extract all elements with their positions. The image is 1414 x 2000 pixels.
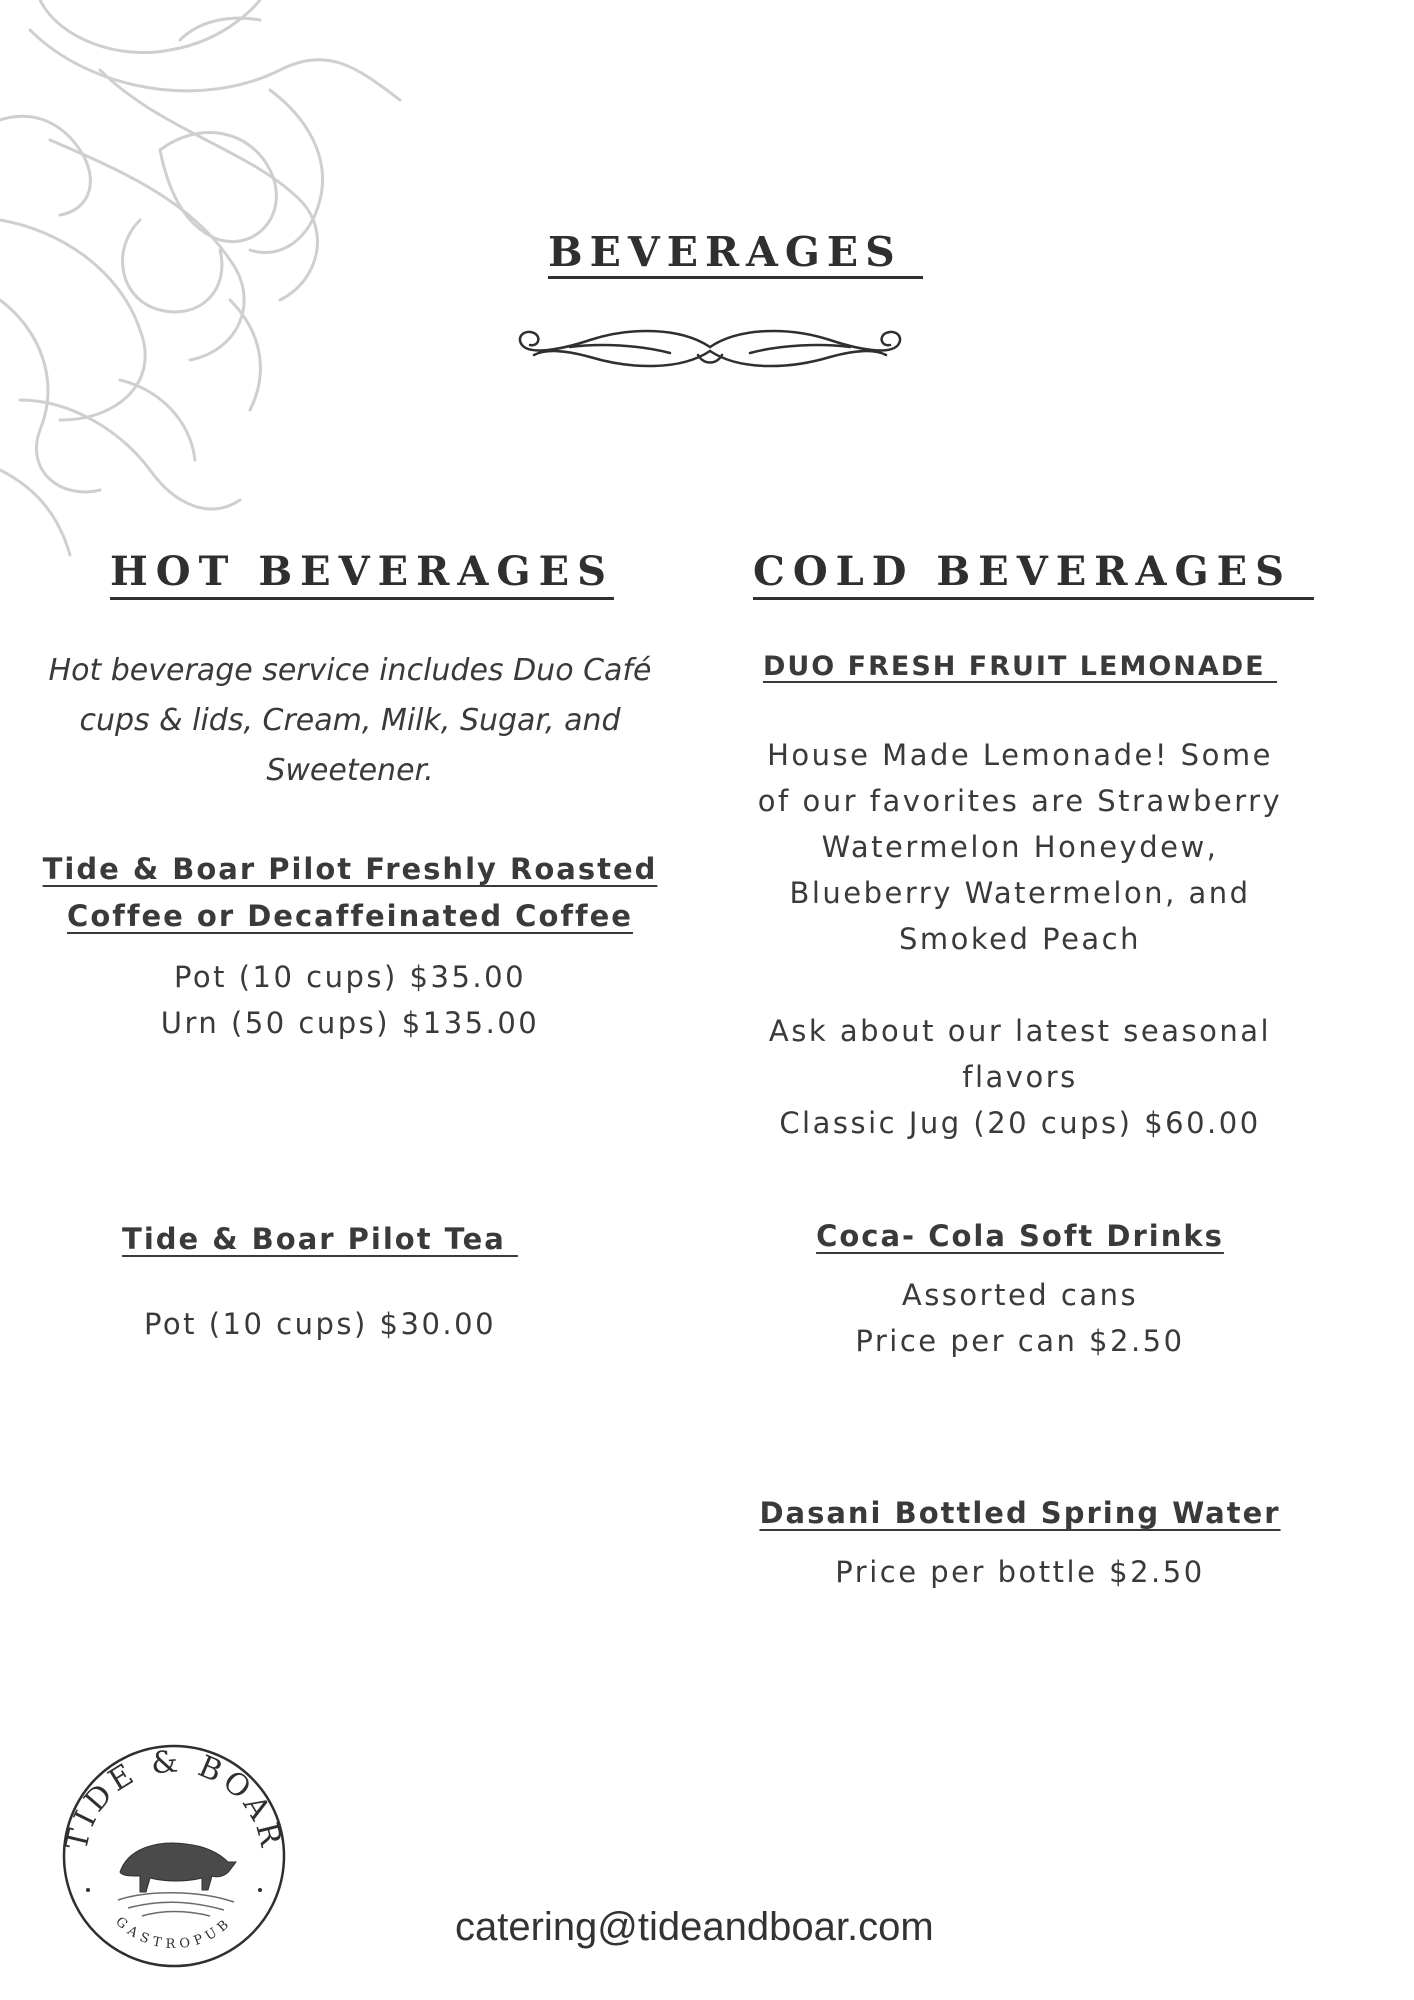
tide-and-boar-logo-icon	[58, 1740, 290, 1972]
lemonade-extra-line: Ask about our latest seasonal	[768, 1014, 1272, 1048]
lemonade-item	[720, 643, 1320, 1146]
lemonade-desc-line: Watermelon Honeydew,	[821, 830, 1219, 864]
soda-item	[720, 1213, 1320, 1364]
coffee-item	[20, 846, 680, 1046]
catering-email: catering@tideandboar.com	[455, 1905, 934, 1949]
lemonade-title: DUO FRESH FRUIT LEMONADE	[762, 651, 1278, 682]
lemonade-desc-line: House Made Lemonade! Some	[767, 738, 1273, 772]
soda-line: Assorted cans	[901, 1278, 1139, 1312]
hot-intro-line: Hot beverage service includes Duo Café	[48, 653, 652, 688]
flourish-divider-icon	[510, 325, 910, 375]
lemonade-desc-line: Blueberry Watermelon, and	[789, 876, 1251, 910]
tea-title: Tide & Boar Pilot Tea	[122, 1222, 518, 1256]
hot-intro-line: Sweetener.	[266, 753, 434, 788]
water-item	[720, 1490, 1320, 1595]
lemonade-desc-line: of our favorites are Strawberry	[757, 784, 1283, 818]
tea-price: Pot (10 cups) $30.00	[143, 1307, 497, 1341]
hot-beverages-heading: HOT BEVERAGES	[110, 548, 614, 595]
hot-intro	[20, 646, 680, 796]
lemonade-price: Classic Jug (20 cups) $60.00	[779, 1106, 1261, 1140]
tea-item	[20, 1216, 620, 1347]
logo-text-bottom: GASTROPUB	[112, 1914, 236, 1953]
coffee-price-line: Pot (10 cups) $35.00	[173, 960, 527, 994]
water-price: Price per bottle $2.50	[835, 1555, 1205, 1589]
soda-price: Price per can $2.50	[855, 1324, 1185, 1358]
page-title: BEVERAGES	[548, 228, 923, 276]
water-title: Dasani Bottled Spring Water	[759, 1496, 1281, 1530]
lemonade-extra-line: flavors	[962, 1060, 1078, 1094]
coffee-price-line: Urn (50 cups) $135.00	[160, 1006, 540, 1040]
coffee-title-line: Coffee or Decaffeinated Coffee	[67, 899, 633, 933]
hot-intro-line: cups & lids, Cream, Milk, Sugar, and	[79, 703, 621, 738]
lemonade-desc-line: Smoked Peach	[898, 922, 1142, 956]
soda-title: Coca- Cola Soft Drinks	[816, 1219, 1224, 1253]
logo-text-top: TIDE & BOAR	[59, 1744, 289, 1854]
floral-decoration-icon	[0, 0, 420, 560]
coffee-title-line: Tide & Boar Pilot Freshly Roasted	[42, 852, 658, 886]
cold-beverages-heading: COLD BEVERAGES	[753, 548, 1314, 595]
